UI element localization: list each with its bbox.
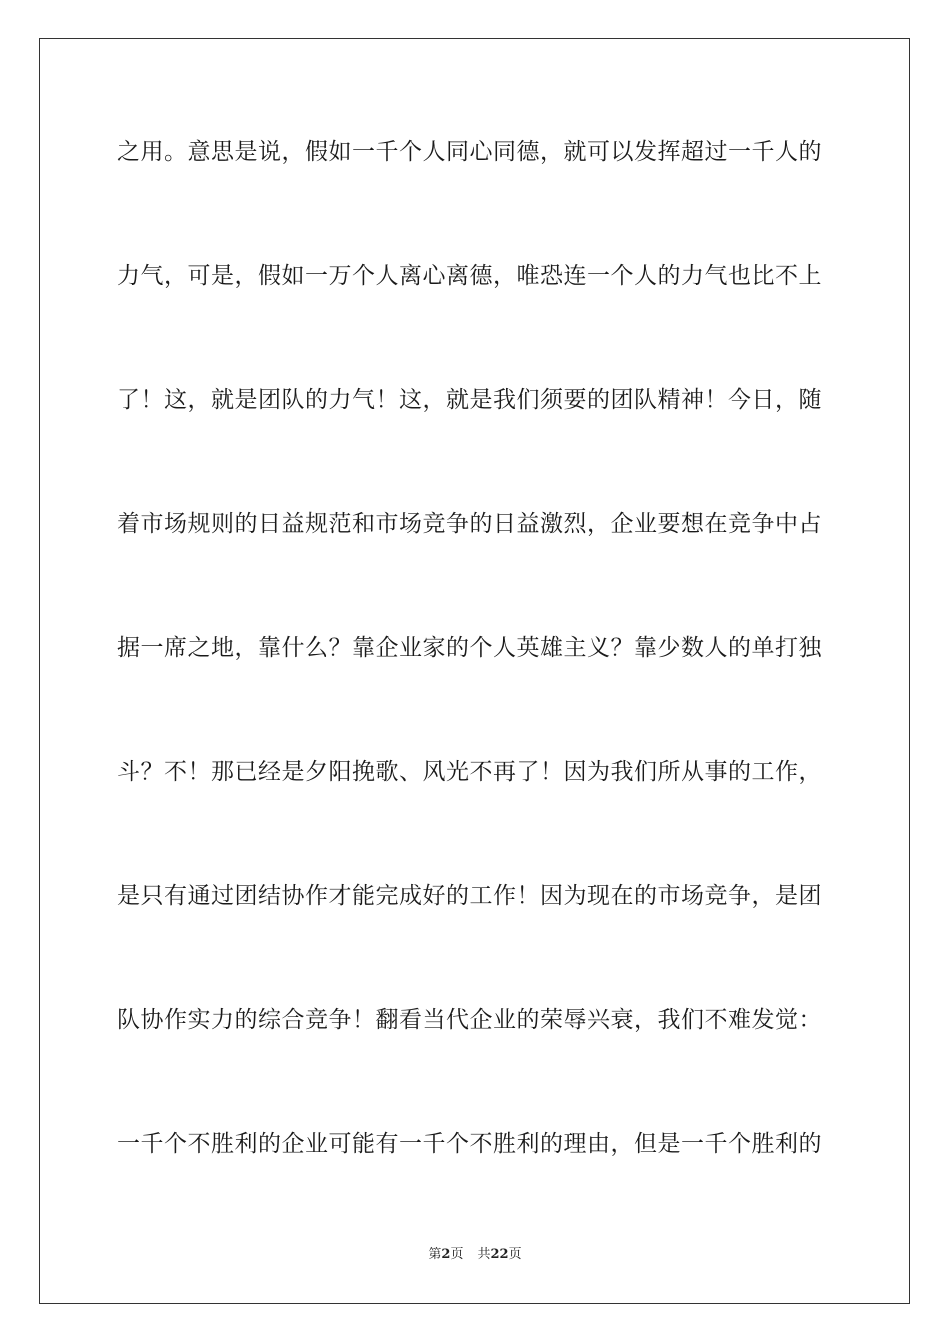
total-label-prefix: 共 xyxy=(477,1247,491,1262)
body-text-line-2: 力气，可是，假如一万个人离心离德，唯恐连一个人的力气也比不上 xyxy=(117,263,822,289)
page-label-suffix: 页 xyxy=(450,1247,464,1262)
page-label-prefix: 第 xyxy=(428,1247,442,1262)
body-text-line-5: 据一席之地，靠什么？靠企业家的个人英雄主义？靠少数人的单打独 xyxy=(117,635,822,661)
body-text-line-7: 是只有通过团结协作才能完成好的工作！因为现在的市场竞争，是团 xyxy=(117,883,822,909)
page-frame xyxy=(39,38,910,1304)
total-pages: 22 xyxy=(490,1247,509,1262)
total-label-suffix: 页 xyxy=(508,1247,522,1262)
body-text-line-1: 之用。意思是说，假如一千个人同心同德，就可以发挥超过一千人的 xyxy=(117,139,822,165)
body-text-line-4: 着市场规则的日益规范和市场竞争的日益激烈，企业要想在竞争中占 xyxy=(117,511,822,537)
body-text-line-9: 一千个不胜利的企业可能有一千个不胜利的理由，但是一千个胜利的 xyxy=(117,1131,822,1157)
page-number: 2 xyxy=(441,1247,451,1262)
body-text-line-3: 了！这，就是团队的力气！这，就是我们须要的团队精神！今日，随 xyxy=(117,387,822,413)
page-footer xyxy=(0,1246,950,1264)
body-text-line-8: 队协作实力的综合竞争！翻看当代企业的荣辱兴衰，我们不难发觉： xyxy=(117,1007,822,1033)
body-text-line-6: 斗？不！那已经是夕阳挽歌、风光不再了！因为我们所从事的工作， xyxy=(117,759,822,785)
